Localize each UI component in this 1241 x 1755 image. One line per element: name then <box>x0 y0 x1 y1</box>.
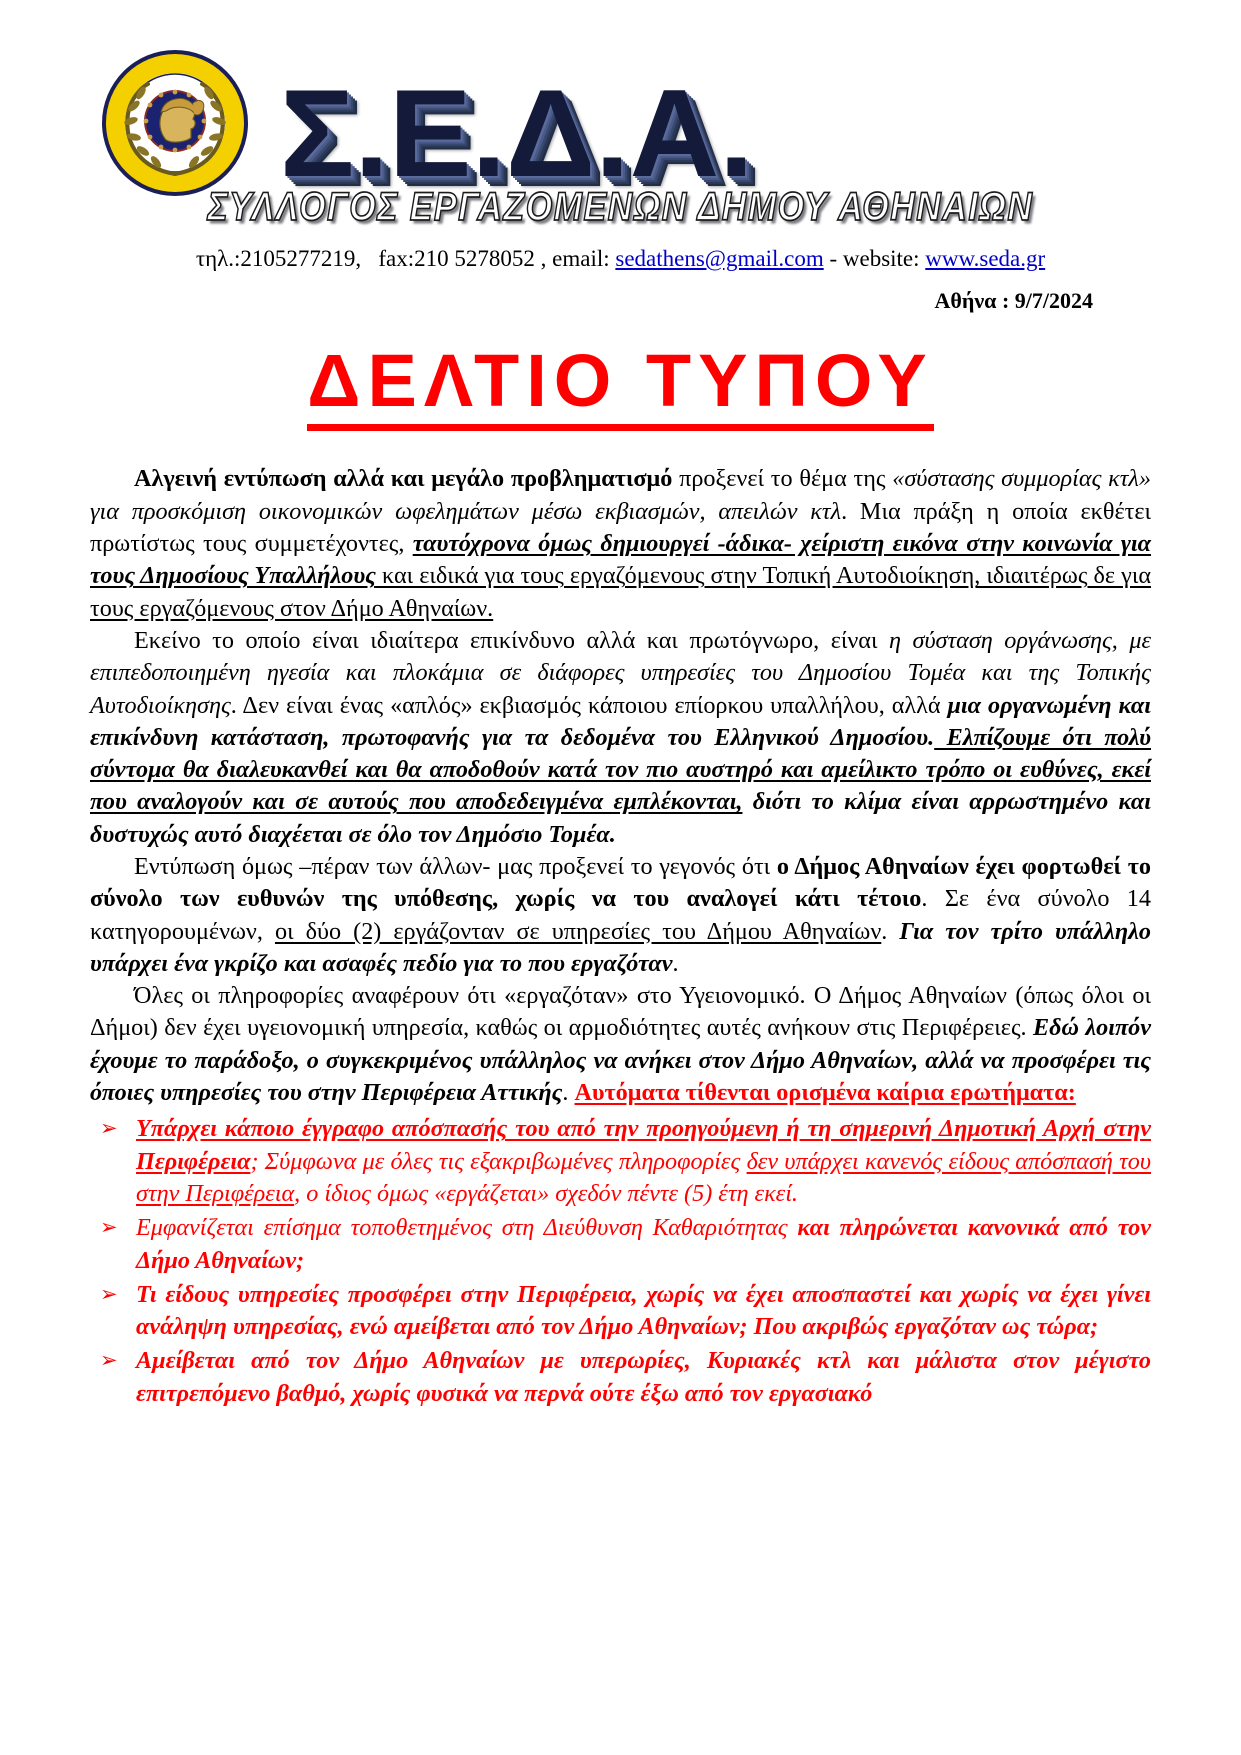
p3-run1: Εντύπωση όμως –πέραν των άλλων- μας προξενεί το γεγονός ότι <box>134 853 777 880</box>
p3-bold-italic1: Για τον τρίτο υπάλληλο υπάρχει ένα γκρίζο και ασαφές πεδίο για το που εργαζόταν <box>90 917 1152 977</box>
paragraph-4 <box>90 980 1151 1109</box>
p2-bold-italic1: μια οργανωμένη και επικίνδυνη κατάσταση, πρωτοφανής για τα δεδομένα του Ελληνικού Δημοσίου. <box>90 691 1151 751</box>
paragraph-1 <box>90 463 1151 624</box>
p2-run2: . Δεν είναι ένας «απλός» εκβιασμός κάποιου επίορκου υπαλλήλου, αλλά <box>230 691 948 719</box>
p4-run1: Όλες οι πληροφορίες αναφέρουν ότι «εργαζόταν» στο Υγειονομικό. Ο Δήμος Αθηναίων (όπως όλοι οι Δήμοι) δεν έχει υγειονομική υπηρεσία, καθώς οι αρμοδιότητες αυτές ανήκουν στις Περιφέρειες. <box>90 982 1151 1042</box>
q1-run2: , ο ίδιος όμως «εργάζεται» σχεδόν πέντε (5) έτη εκεί. <box>294 1179 798 1207</box>
p1-emphasis: ταυτόχρονα όμως δημιουργεί -άδικα- χείριστη εικόνα στην κοινωνία για τους Δημοσίους Υπαλλήλους <box>90 530 1151 590</box>
fax-label: fax:210 5278052 , <box>378 246 547 271</box>
association-name: ΣΥΛΛΟΓΟΣ ΕΡΓΑΖΟΜΕΝΩΝ ΔΗΜΟΥ ΑΘΗΝΑΙΩΝ <box>207 184 1034 230</box>
p2-italic1: η σύσταση οργάνωσης, με επιπεδοποιημένη ηγεσία και πλοκάμια σε διάφορες υπηρεσίες του Δημοσίου Τομέα και της Τοπικής Αυτοδιοίκησης <box>90 626 1151 719</box>
q2-run1: Εμφανίζεται επίσημα τοποθετημένος στη Διεύθυνση Καθαριότητας <box>136 1214 798 1242</box>
p1-underline-tail: και ειδικά για τους εργαζόμενους στην Τοπική Αυτοδιοίκηση, ιδιαιτέρως δε για τους εργαζόμενους στον Δήμο Αθηναίων. <box>90 562 1151 622</box>
letterhead <box>90 0 1151 313</box>
p2-run1: Εκείνο το οποίο είναι ιδιαίτερα επικίνδυνο αλλά και πρωτόγνωρο, είναι <box>134 626 890 654</box>
q3-bold: Τι είδους υπηρεσίες προσφέρει στην Περιφέρεια, χωρίς να έχει αποσπαστεί και χωρίς να έχει γίνει ανάληψη υπηρεσίας, ενώ αμείβεται από τον Δήμο Αθηναίων; Που ακριβώς εργαζόταν ως τώρα; <box>136 1280 1151 1341</box>
list-item <box>90 1212 1151 1277</box>
paragraph-3 <box>90 851 1151 980</box>
p4-bold-italic1: Εδώ λοιπόν έχουμε το παράδοξο, ο συγκεκριμένος υπάλληλος να ανήκει στον Δήμο Αθηναίων, αλλά να προσφέρει τις όποιες υπηρεσίες του στην Περιφέρεια Αττικής <box>90 1014 1151 1107</box>
questions-list <box>90 1113 1151 1410</box>
p1-run3: . Μια πράξη η οποία εκθέτει πρωτίστως τους συμμετέχοντες, <box>90 497 1151 558</box>
acronym-text: Σ.Ε.Δ.Α. <box>280 65 754 203</box>
organization-logo <box>100 48 754 203</box>
q4-bold: Αμείβεται από τον Δήμο Αθηναίων με υπερωρίες, Κυριακές κτλ και μάλιστα στον μέγιστο επιτρεπόμενο βαθμό, χωρίς φυσικά να περνά ούτε έξω από τον εργασιακό <box>136 1347 1151 1407</box>
chevron-bullet-icon: ➢ <box>100 1281 118 1306</box>
p1-italic-quote: «σύστασης συμμορίας κτλ» για προσκόμιση οικονομικών ωφελημάτων μέσω εκβιασμών, απειλών κτλ <box>90 465 1151 525</box>
p1-bold-lead: Αλγεινή εντύπωση αλλά και μεγάλο προβληματισμό <box>134 465 673 493</box>
p3-run4: . <box>672 949 679 977</box>
question-4-text <box>136 1345 1151 1410</box>
question-1-text <box>136 1113 1151 1210</box>
p4-questions-heading: Αυτόματα τίθενται ορισμένα καίρια ερωτήματα: <box>574 1079 1076 1107</box>
list-item <box>90 1113 1151 1210</box>
website-link[interactable]: www.seda.gr <box>925 246 1046 271</box>
q1-emphasis: Υπάρχει κάποιο έγγραφο απόσπασής του από την προηγούμενη ή τη σημερινή Δημοτική Αρχή στην Περιφέρεια <box>136 1115 1151 1175</box>
p3-underline1: οι δύο (2) εργάζονταν σε υπηρεσίες του Δήμου Αθηναίων <box>274 917 882 945</box>
p4-run2: . <box>562 1079 575 1107</box>
contact-line <box>90 246 1151 272</box>
q1-run1: ; Σύμφωνα με όλες τις εξακριβωμένες πληροφορίες <box>250 1147 747 1175</box>
p1-run2: προξενεί το θέμα της <box>672 465 893 493</box>
chevron-bullet-icon: ➢ <box>100 1348 118 1373</box>
p2-emphasis: Ελπίζουμε ότι πολύ σύντομα θα διαλευκανθεί και θα αποδοθούν κατά τον πιο αυστηρό και αμείλικτο τρόπο οι ευθύνες, εκεί που αναλογούν και σε αυτούς που αποδεδειγμένα εμπλέκονται, <box>90 723 1151 816</box>
contact-separator: - website: <box>829 246 920 271</box>
list-item <box>90 1345 1151 1410</box>
email-link[interactable]: sedathens@gmail.com <box>615 246 824 271</box>
chevron-bullet-icon: ➢ <box>100 1116 118 1141</box>
p2-bold-italic2: διότι το κλίμα είναι αρρωστημένο και δυστυχώς αυτό διαχέεται σε όλο τον Δημόσιο Τομέα. <box>90 788 1151 848</box>
p3-run2: . Σε ένα σύνολο 14 κατηγορουμένων, <box>90 885 1151 945</box>
chevron-bullet-icon: ➢ <box>100 1215 118 1240</box>
seda-emblem-icon <box>100 48 250 198</box>
association-name-band <box>90 184 1151 230</box>
phone-label: τηλ.:2105277219, <box>195 246 362 271</box>
email-label: email: <box>552 246 610 271</box>
q1-underline: δεν υπάρχει κανενός είδους απόσπασή του στην Περιφέρεια <box>136 1147 1152 1207</box>
paragraph-2 <box>90 625 1151 851</box>
list-item <box>90 1279 1151 1344</box>
question-3-text <box>136 1279 1151 1344</box>
q2-bold: και πληρώνεται κανονικά από τον Δήμο Αθηναίων; <box>136 1214 1151 1274</box>
p3-run3: . <box>881 917 900 945</box>
document-body <box>90 463 1151 1109</box>
p3-bold1: ο Δήμος Αθηναίων έχει φορτωθεί το σύνολο των ευθυνών της υπόθεσης, χωρίς να του αναλογεί κάτι τέτοιο <box>90 853 1151 913</box>
question-2-text <box>136 1212 1151 1277</box>
title-block <box>90 339 1151 431</box>
date-line: Αθήνα : 9/7/2024 <box>934 288 1093 313</box>
page-title: ΔΕΛΤΙΟ ΤΥΠΟΥ <box>307 342 934 431</box>
